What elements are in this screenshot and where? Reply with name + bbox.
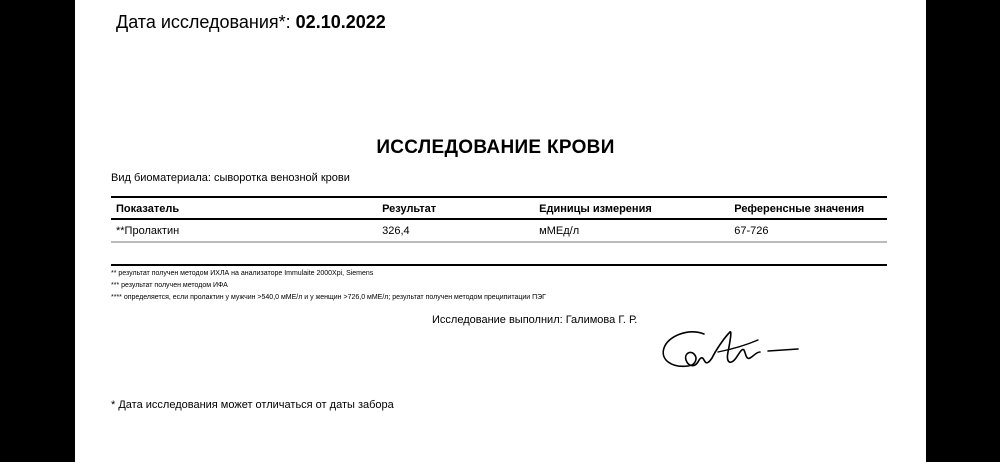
- cell-indicator: **Пролактин: [111, 219, 377, 242]
- results-table: [111, 196, 887, 243]
- report-title: ИССЛЕДОВАНИЕ КРОВИ: [376, 137, 615, 158]
- research-date-value: 02.10.2022: [295, 12, 386, 32]
- column-header-indicator: Показатель: [111, 197, 377, 219]
- table-row: [111, 219, 887, 242]
- performed-by: Исследование выполнил: Галимова Г. Р.: [432, 314, 638, 326]
- column-header-reference: Референсные значения: [729, 197, 887, 219]
- cell-reference: 67-726: [729, 219, 887, 242]
- research-date-label: Дата исследования*:: [116, 12, 296, 32]
- column-header-units: Единицы измерения: [534, 197, 729, 219]
- date-disclaimer: * Дата исследования может отличаться от даты забора: [111, 399, 394, 411]
- research-date-line: [116, 12, 386, 33]
- footnote-item: **** определяется, если пролактин у мужчин >540,0 мМЕ/л и у женщин >726,0 мМЕ/л; результат получен методом преципитации ПЭГ: [111, 294, 546, 301]
- column-header-result: Результат: [377, 197, 534, 219]
- footnote-item: ** результат получен методом ИХЛА на анализаторе Immulaite 2000Xpi, Siemens: [111, 270, 374, 277]
- table-header-row: [111, 197, 887, 219]
- cell-units: мМЕд/л: [534, 219, 729, 242]
- handwritten-signature: [658, 322, 808, 378]
- cell-result: 326,4: [377, 219, 534, 242]
- footnote-item: *** результат получен методом ИФА: [111, 282, 228, 289]
- biomaterial-type: Вид биоматериала: сыворотка венозной крови: [111, 172, 350, 184]
- report-page: [75, 0, 926, 462]
- footnotes: [111, 264, 887, 304]
